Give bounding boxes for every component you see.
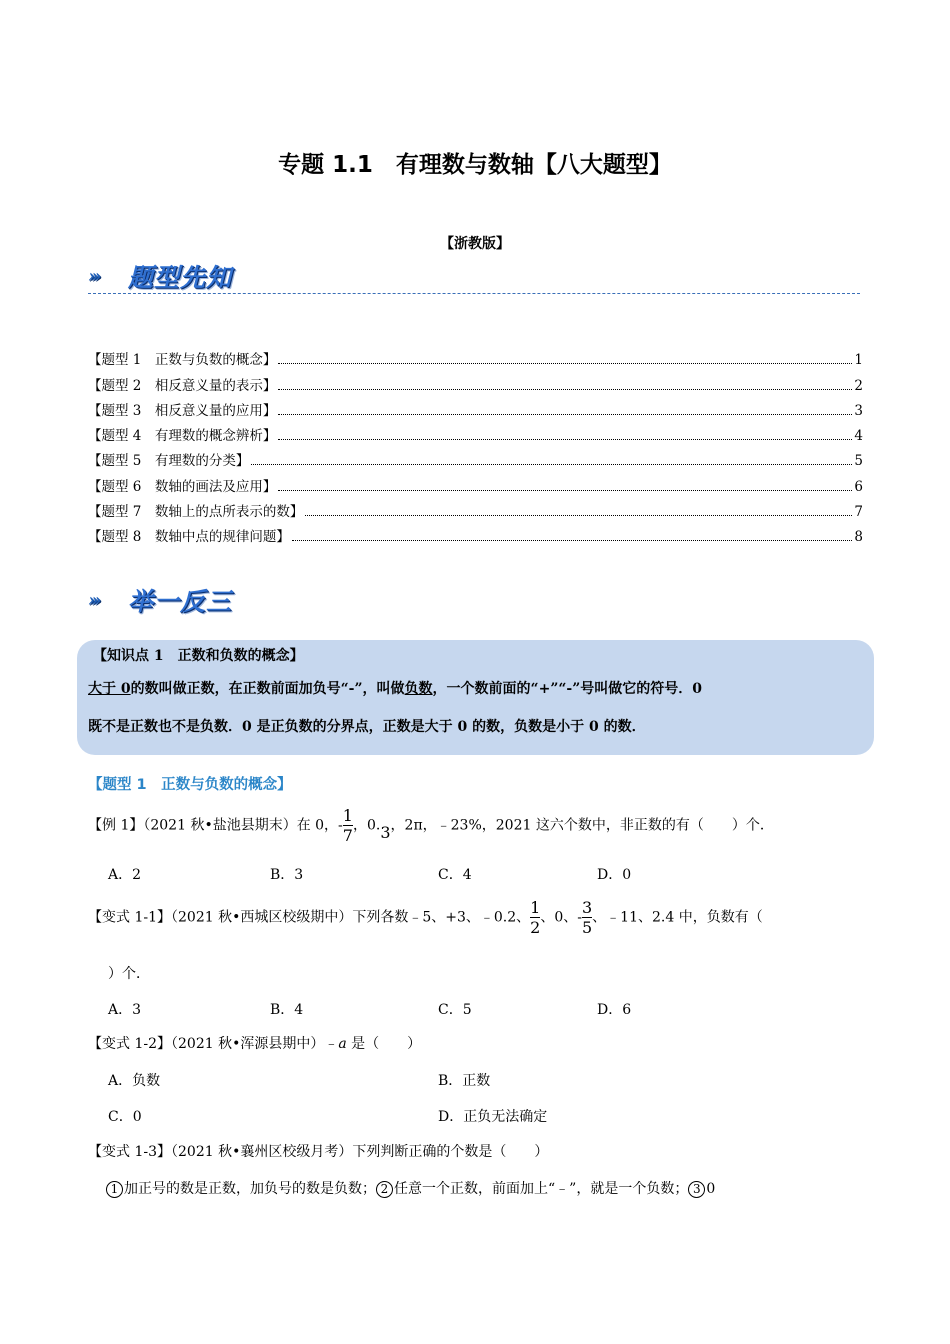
section-banner-overview (88, 258, 288, 292)
question-text: （2021 秋•西城区校级期中）下列各数﹣5、+3、﹣0.2、 (171, 909, 531, 926)
question-label: 【变式 1-3】 (88, 1144, 171, 1160)
option-c[interactable]: C．4 (438, 867, 472, 883)
option-c[interactable]: C．0 (108, 1109, 142, 1125)
option-a[interactable]: A．负数 (108, 1073, 161, 1089)
arrows-icon: ››› (88, 266, 98, 287)
option-b[interactable]: B．4 (270, 1002, 304, 1018)
page-title: 专题 1.1 有理数与数轴【八大题型】 (278, 152, 672, 178)
option-b[interactable]: B．正数 (438, 1073, 491, 1089)
toc-item-page: 6 (854, 478, 863, 495)
question-label: 【例 1】 (88, 817, 144, 834)
option-a[interactable]: A．3 (108, 1002, 142, 1018)
toc-item-label: 【题型 6 数轴的画法及应用】 (88, 478, 277, 495)
circled-number-3: 3 (688, 1181, 705, 1198)
knowledge-line-2: 既不是正数也不是负数．0 是正负数的分界点，正数是大于 0 的数，负数是小于 0 的数． (88, 719, 646, 735)
toc-item-label: 【题型 7 数轴上的点所表示的数】 (88, 504, 304, 521)
repeating-decimal: 3 (380, 822, 391, 842)
question-label: 【变式 1-2】 (88, 1036, 171, 1052)
fraction: $\frac{1}{2}$ (530, 898, 541, 937)
option-c[interactable]: C．5 (438, 1002, 472, 1018)
statement-text: 加正号的数是正数，加负号的数是负数； (124, 1181, 376, 1197)
underlined-term: 负数 (404, 681, 433, 697)
knowledge-text: 的数叫做正数，在正数前面加负号“-”，叫做 (130, 681, 405, 697)
option-d[interactable]: D．0 (597, 867, 632, 883)
toc-item[interactable] (88, 495, 863, 520)
option-b[interactable]: B．3 (270, 867, 304, 883)
toc-item-page: 2 (854, 377, 863, 394)
variable: a (338, 1036, 347, 1052)
statement-text: 0 (706, 1181, 716, 1197)
variant-1-3-statements (106, 1178, 715, 1198)
toc-item[interactable] (88, 368, 863, 393)
question-text: （2021 秋•盐池县期末）在 0，- (143, 817, 343, 834)
section-banner-examples (88, 582, 288, 616)
knowledge-title: 【知识点 1 正数和负数的概念】 (93, 648, 304, 664)
variant-1-1 (88, 898, 763, 937)
question-text: 、0、- (540, 909, 582, 926)
toc-item[interactable] (88, 469, 863, 494)
circled-number-2: 2 (376, 1181, 393, 1198)
toc-item-label: 【题型 3 相反意义量的应用】 (88, 402, 277, 419)
edition-label: 【浙教版】 (440, 236, 510, 252)
option-d[interactable]: D．正负无法确定 (438, 1109, 548, 1125)
question-text: ，0. (352, 817, 381, 834)
circled-number-1: 1 (106, 1181, 123, 1198)
toc-item[interactable] (88, 394, 863, 419)
question-text: 是（ ） (346, 1036, 422, 1052)
toc-item-label: 【题型 8 数轴中点的规律问题】 (88, 529, 290, 546)
variant-1-3 (88, 1141, 548, 1161)
example-1 (88, 806, 774, 845)
statement-text: 任意一个正数，前面加上“﹣”，就是一个负数； (394, 1181, 689, 1197)
toc-item-page: 4 (854, 428, 863, 445)
arrows-icon: ››› (88, 590, 98, 611)
question-text: ，2π，﹣23%，2021 这六个数中，非正数的有（ ）个． (390, 817, 774, 834)
table-of-contents (88, 343, 863, 545)
knowledge-text: ，一个数前面的“+”“-”号叫做它的符号．0 (432, 681, 703, 697)
option-d[interactable]: D．6 (597, 1002, 632, 1018)
toc-item[interactable] (88, 444, 863, 469)
toc-item-label: 【题型 5 有理数的分类】 (88, 453, 250, 470)
banner-text: 题型先知 (128, 263, 233, 292)
question-type-heading: 【题型 1 正数与负数的概念】 (88, 777, 292, 793)
toc-item-page: 1 (854, 352, 863, 369)
toc-item[interactable] (88, 520, 863, 545)
toc-item-label: 【题型 1 正数与负数的概念】 (88, 352, 277, 369)
toc-item[interactable] (88, 343, 863, 368)
question-label: 【变式 1-1】 (88, 909, 171, 926)
question-text: （2021 秋•襄州区校级月考）下列判断正确的个数是（ ） (171, 1144, 549, 1160)
toc-item-label: 【题型 2 相反意义量的表示】 (88, 377, 277, 394)
fraction: $\frac{1}{7}$ (342, 806, 353, 845)
toc-item-page: 8 (854, 529, 863, 546)
question-text: （2021 秋•浑源县期中）﹣ (171, 1036, 339, 1052)
banner-text: 举一反三 (128, 587, 233, 616)
question-text: 、﹣11、2.4 中，负数有（ (592, 909, 763, 926)
divider (88, 293, 860, 294)
toc-item-label: 【题型 4 有理数的概念辨析】 (88, 428, 277, 445)
toc-item[interactable] (88, 419, 863, 444)
toc-item-page: 3 (854, 402, 863, 419)
variant-1-1-cont: ）个． (108, 966, 150, 982)
option-a[interactable]: A．2 (108, 867, 142, 883)
toc-item-page: 5 (854, 453, 863, 470)
underlined-term: 大于 0 (88, 681, 131, 697)
fraction: $\frac{3}{5}$ (581, 898, 593, 937)
knowledge-line-1 (88, 679, 868, 699)
toc-item-page: 7 (854, 504, 863, 521)
variant-1-2 (88, 1033, 421, 1053)
